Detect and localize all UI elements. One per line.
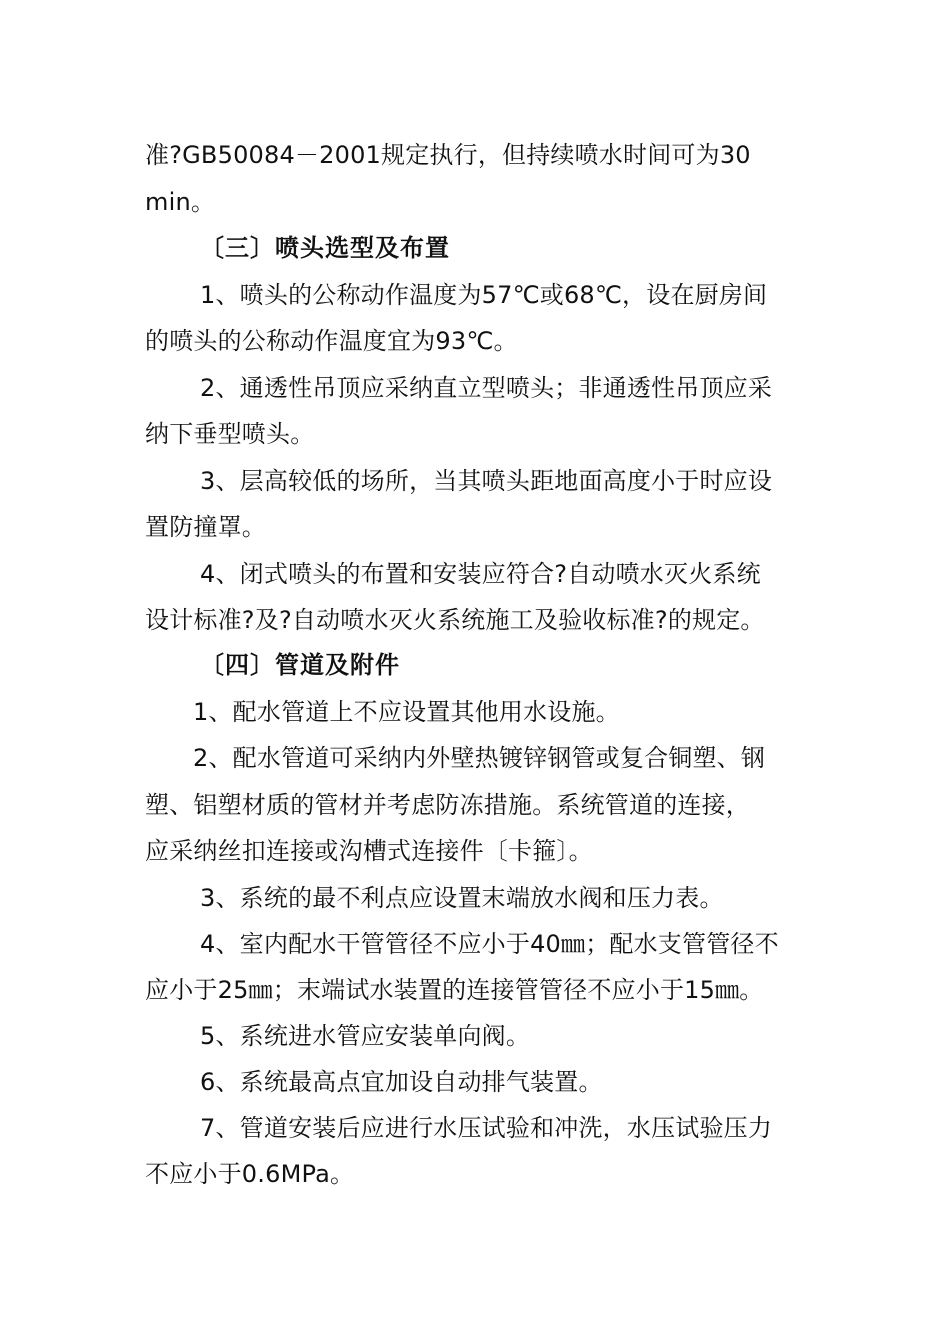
section-heading: 〔四〕管道及附件 — [200, 650, 400, 679]
text-line: 设计标准?及?自动喷水灭火系统施工及验收标准?的规定。 — [145, 606, 765, 634]
text-line: 7、管道安装后应进行水压试验和冲洗，水压试验压力 — [200, 1114, 773, 1142]
text-line: 1、配水管道上不应设置其他用水设施。 — [193, 698, 620, 726]
text-line: 不应小于0.6MPa。 — [145, 1160, 355, 1188]
text-line: 3、系统的最不利点应设置末端放水阀和压力表。 — [200, 884, 724, 912]
text-line: 2、通透性吊顶应采纳直立型喷头；非通透性吊顶应采 — [200, 374, 773, 402]
text-line: min。 — [145, 188, 216, 216]
text-line: 5、系统进水管应安装单向阀。 — [200, 1022, 531, 1050]
text-line: 纳下垂型喷头。 — [145, 420, 315, 448]
text-line: 的喷头的公称动作温度宜为93℃。 — [145, 327, 518, 355]
text-line: 置防撞罩。 — [145, 513, 266, 541]
text-line: 1、喷头的公称动作温度为57℃或68℃，设在厨房间 — [200, 281, 768, 309]
text-line: 塑、铝塑材质的管材并考虑防冻措施。系统管道的连接， — [145, 791, 750, 819]
text-line: 6、系统最高点宜加设自动排气装置。 — [200, 1068, 603, 1096]
text-line: 4、闭式喷头的布置和安装应符合?自动喷水灭火系统 — [200, 560, 761, 588]
section-heading: 〔三〕喷头选型及布置 — [200, 233, 450, 262]
text-line: 3、层高较低的场所，当其喷头距地面高度小于时应设 — [200, 467, 773, 495]
text-line: 准?GB50084－2001规定执行，但持续喷水时间可为30 — [145, 141, 751, 169]
text-line: 2、配水管道可采纳内外壁热镀锌钢管或复合铜塑、钢 — [193, 744, 766, 772]
text-line: 应小于25㎜；末端试水装置的连接管管径不应小于15㎜。 — [145, 976, 764, 1004]
text-line: 应采纳丝扣连接或沟槽式连接件〔卡箍〕。 — [145, 837, 593, 865]
text-line: 4、室内配水干管管径不应小于40㎜；配水支管管径不 — [200, 930, 779, 958]
